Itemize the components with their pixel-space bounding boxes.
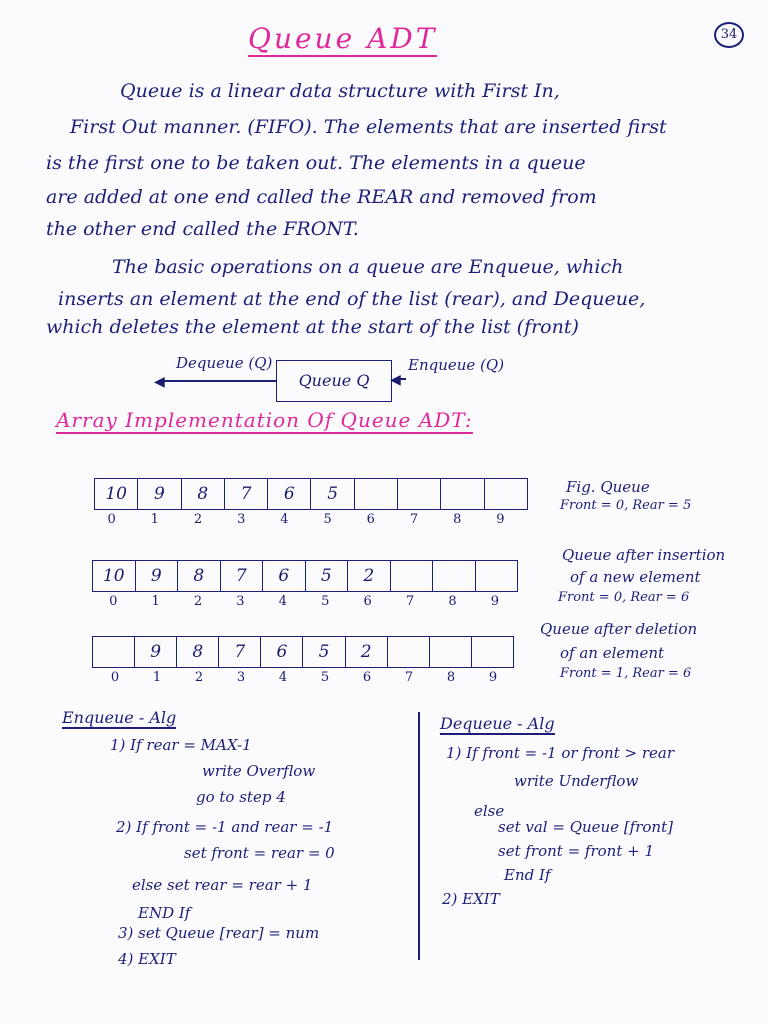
dequeue-arrowhead-icon: ◀ bbox=[154, 374, 165, 390]
dequeue-step: set val = Queue [front] bbox=[498, 818, 673, 836]
array-cell: 10 bbox=[93, 561, 136, 591]
enqueue-label: Enqueue (Q) bbox=[408, 356, 505, 374]
array-index: 0 bbox=[110, 670, 120, 685]
enqueue-step: write Overflow bbox=[202, 762, 316, 780]
page-number: 34 bbox=[714, 22, 744, 48]
array-index: 2 bbox=[194, 670, 204, 685]
enqueue-step: 1) If rear = MAX-1 bbox=[110, 736, 252, 754]
enqueue-step: END If bbox=[138, 904, 191, 922]
intro-line-2: First Out manner. (FIFO). The elements that are inserted first bbox=[70, 116, 667, 138]
queue-array-2 bbox=[92, 560, 518, 592]
array-2-caption-2: of a new element bbox=[570, 568, 701, 586]
array-cell: 8 bbox=[177, 637, 219, 667]
array-index: 7 bbox=[409, 512, 419, 527]
array-cell: 7 bbox=[219, 637, 261, 667]
array-index: 5 bbox=[320, 670, 330, 685]
array-3-caption-2: of an element bbox=[560, 644, 665, 662]
array-cell: 5 bbox=[306, 561, 349, 591]
intro-line-5: the other end called the FRONT. bbox=[46, 218, 359, 240]
dequeue-step: else bbox=[474, 802, 505, 820]
array-1-indices bbox=[90, 512, 522, 527]
array-cell: 7 bbox=[225, 479, 268, 509]
array-index: 0 bbox=[107, 512, 116, 527]
array-cell bbox=[472, 637, 513, 667]
dequeue-step: 1) If front = -1 or front > rear bbox=[446, 744, 675, 762]
array-index: 6 bbox=[363, 594, 372, 609]
array-index: 8 bbox=[448, 594, 457, 609]
array-cell: 9 bbox=[135, 637, 177, 667]
array-cell bbox=[485, 479, 527, 509]
intro-line-4: are added at one end called the REAR and removed from bbox=[46, 186, 597, 208]
array-cell bbox=[430, 637, 472, 667]
array-cell bbox=[441, 479, 484, 509]
array-cell: 5 bbox=[311, 479, 354, 509]
enqueue-alg-heading: Enqueue - Alg bbox=[62, 708, 177, 727]
array-cell: 2 bbox=[346, 637, 388, 667]
enqueue-arrowhead-icon: ◀ bbox=[390, 372, 401, 388]
array-cell bbox=[398, 479, 441, 509]
array-cell bbox=[433, 561, 476, 591]
queue-array-3 bbox=[92, 636, 514, 668]
array-index: 2 bbox=[193, 594, 203, 609]
array-cell bbox=[355, 479, 398, 509]
array-index: 3 bbox=[236, 670, 246, 685]
array-cell bbox=[388, 637, 430, 667]
dequeue-label: Dequeue (Q) bbox=[176, 354, 273, 372]
array-index: 5 bbox=[323, 512, 332, 527]
array-1-caption-2: Front = 0, Rear = 5 bbox=[560, 498, 692, 513]
array-index: 5 bbox=[321, 594, 330, 609]
queue-array-1 bbox=[94, 478, 528, 510]
ops-line-2: inserts an element at the end of the list (rear), and Dequeue, bbox=[58, 288, 646, 310]
ops-line-3: which deletes the element at the start of the list (front) bbox=[46, 316, 579, 338]
array-index: 4 bbox=[280, 512, 289, 527]
array-cell: 6 bbox=[261, 637, 303, 667]
array-index: 4 bbox=[278, 594, 287, 609]
array-index: 9 bbox=[496, 512, 505, 527]
array-index: 9 bbox=[488, 670, 498, 685]
array-index: 1 bbox=[150, 512, 159, 527]
enqueue-step: go to step 4 bbox=[196, 788, 286, 806]
array-index: 7 bbox=[405, 594, 415, 609]
enqueue-step: 4) EXIT bbox=[118, 950, 176, 968]
array-index: 0 bbox=[109, 594, 118, 609]
array-3-caption-3: Front = 1, Rear = 6 bbox=[560, 666, 692, 681]
array-index: 2 bbox=[193, 512, 203, 527]
array-index: 3 bbox=[237, 512, 246, 527]
array-cell: 9 bbox=[138, 479, 181, 509]
array-index: 6 bbox=[362, 670, 372, 685]
array-index: 8 bbox=[453, 512, 462, 527]
array-index: 9 bbox=[490, 594, 499, 609]
array-index: 8 bbox=[446, 670, 456, 685]
array-index: 7 bbox=[404, 670, 414, 685]
array-cell: 8 bbox=[178, 561, 221, 591]
array-3-caption-1: Queue after deletion bbox=[540, 620, 698, 638]
array-cell: 10 bbox=[95, 479, 138, 509]
section-title: Array Implementation Of Queue ADT: bbox=[56, 408, 473, 432]
dequeue-arrow bbox=[160, 380, 276, 382]
ops-line-1: The basic operations on a queue are Enqueue, which bbox=[112, 256, 624, 278]
array-cell bbox=[476, 561, 518, 591]
array-cell: 5 bbox=[303, 637, 345, 667]
array-index: 6 bbox=[366, 512, 375, 527]
array-cell: 7 bbox=[221, 561, 264, 591]
array-index: 4 bbox=[278, 670, 288, 685]
array-2-indices bbox=[92, 594, 516, 609]
enqueue-step: 2) If front = -1 and rear = -1 bbox=[116, 818, 334, 836]
array-2-caption-1: Queue after insertion bbox=[562, 546, 726, 564]
array-3-indices bbox=[94, 670, 514, 685]
array-2-caption-3: Front = 0, Rear = 6 bbox=[558, 590, 690, 605]
array-cell: 2 bbox=[348, 561, 391, 591]
intro-line-3: is the first one to be taken out. The elements in a queue bbox=[46, 152, 586, 174]
array-cell: 9 bbox=[136, 561, 179, 591]
queue-box: Queue Q bbox=[276, 360, 392, 402]
page-title: Queue ADT bbox=[248, 22, 438, 55]
dequeue-step: set front = front + 1 bbox=[498, 842, 655, 860]
dequeue-step: 2) EXIT bbox=[442, 890, 500, 908]
array-1-caption-1: Fig. Queue bbox=[566, 478, 650, 496]
dequeue-step: End If bbox=[504, 866, 551, 884]
array-cell bbox=[391, 561, 434, 591]
column-divider bbox=[418, 712, 420, 960]
array-cell: 6 bbox=[268, 479, 311, 509]
array-cell bbox=[93, 637, 135, 667]
enqueue-step: set front = rear = 0 bbox=[184, 844, 335, 862]
array-cell: 6 bbox=[263, 561, 306, 591]
intro-line-1: Queue is a linear data structure with First In, bbox=[120, 80, 560, 102]
array-cell: 8 bbox=[182, 479, 225, 509]
array-index: 3 bbox=[236, 594, 245, 609]
enqueue-step: else set rear = rear + 1 bbox=[132, 876, 313, 894]
array-index: 1 bbox=[151, 594, 160, 609]
array-index: 1 bbox=[152, 670, 162, 685]
dequeue-step: write Underflow bbox=[514, 772, 639, 790]
dequeue-alg-heading: Dequeue - Alg bbox=[440, 714, 555, 733]
enqueue-step: 3) set Queue [rear] = num bbox=[118, 924, 320, 942]
